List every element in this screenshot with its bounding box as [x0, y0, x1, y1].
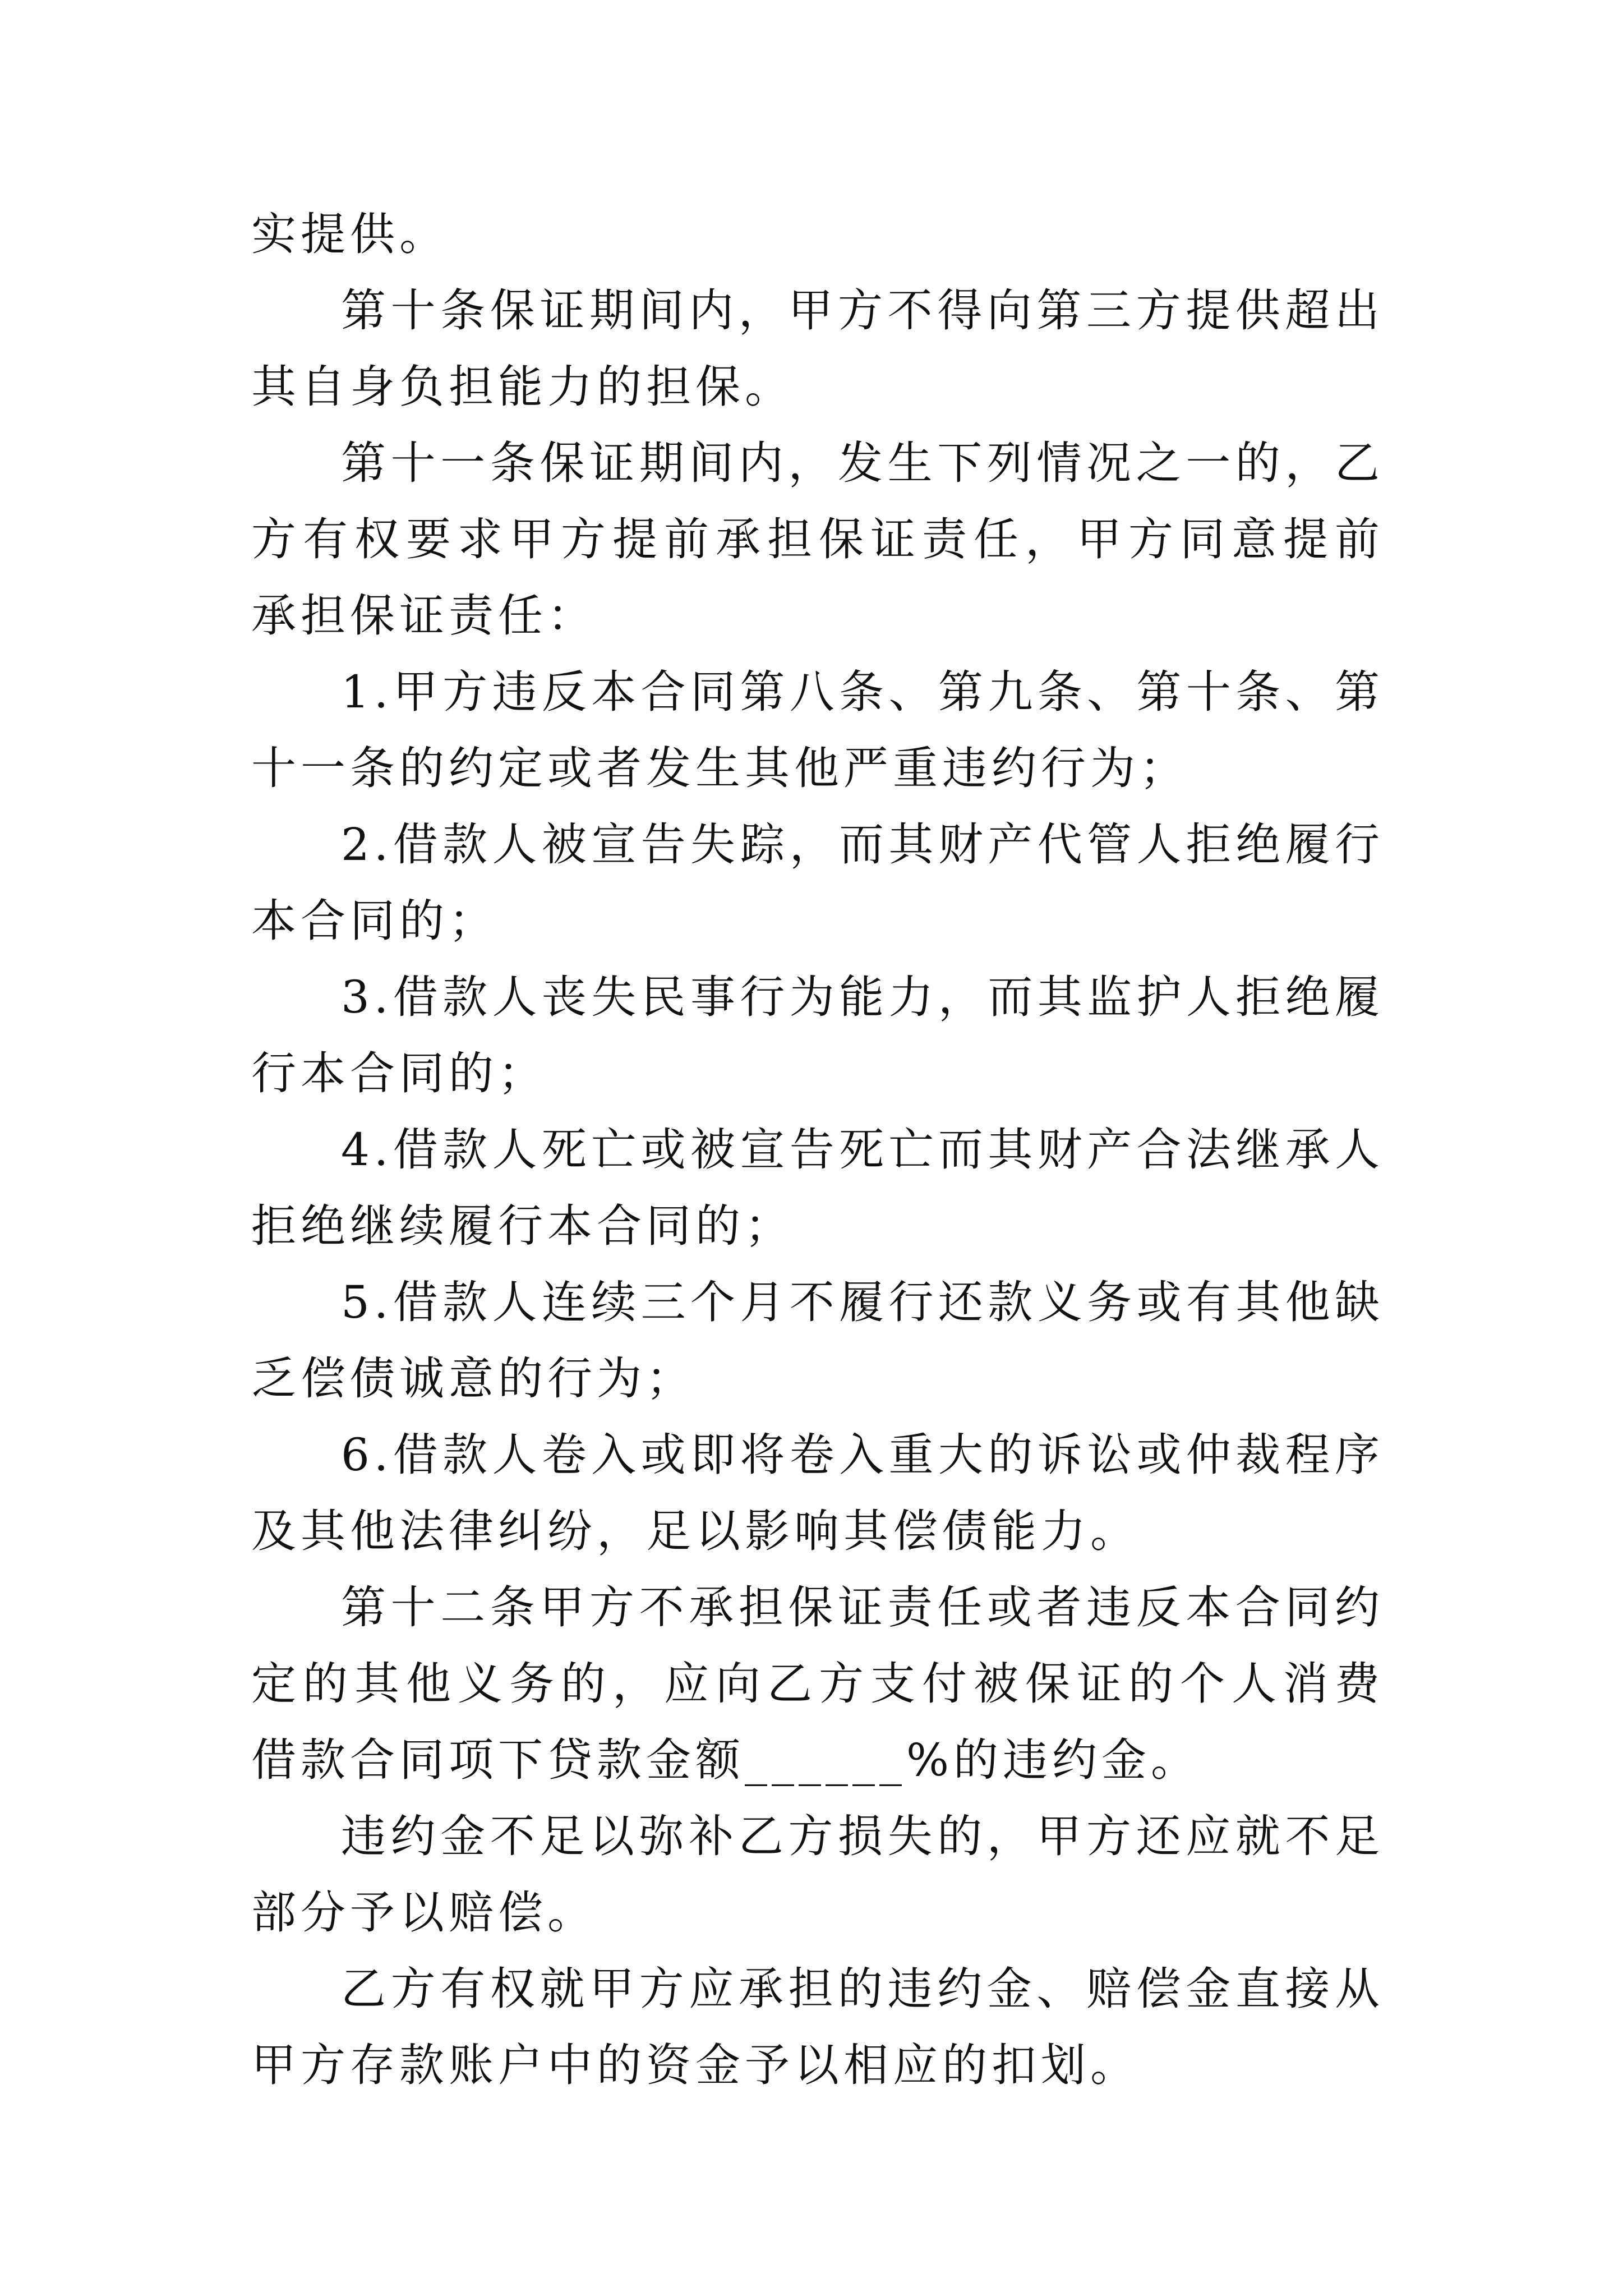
clause-12-paragraph: 第十二条甲方不承担保证责任或者违反本合同约定的其他义务的，应向乙方支付被保证的个人消费借款合同项下贷款金额______%的违约金。 — [251, 1581, 1384, 1786]
list-item-4: 4.借款人死亡或被宣告死亡而其财产合法继承人拒绝继续履行本合同的； — [251, 1124, 1384, 1252]
list-item-2: 2.借款人被宣告失踪，而其财产代管人拒绝履行本合同的； — [251, 818, 1384, 947]
penalty-paragraph: 违约金不足以弥补乙方损失的，甲方还应就不足部分予以赔偿。 — [251, 1810, 1384, 1939]
document-body — [251, 196, 1384, 2104]
list-item-5: 5.借款人连续三个月不履行还款义务或有其他缺乏偿债诚意的行为； — [251, 1276, 1384, 1405]
paragraph-1: 实提供。 — [251, 208, 449, 260]
clause-10-paragraph: 第十条保证期间内，甲方不得向第三方提供超出其自身负担能力的担保。 — [251, 284, 1384, 413]
list-item-1: 1.甲方违反本合同第八条、第九条、第十条、第十一条的约定或者发生其他严重违约行为； — [251, 666, 1384, 794]
deduction-paragraph: 乙方有权就甲方应承担的违约金、赔偿金直接从甲方存款账户中的资金予以相应的扣划。 — [251, 1963, 1384, 2091]
list-item-6: 6.借款人卷入或即将卷入重大的诉讼或仲裁程序及其他法律纠纷，足以影响其偿债能力。 — [251, 1429, 1384, 1557]
clause-11-paragraph: 第十一条保证期间内，发生下列情况之一的，乙方有权要求甲方提前承担保证责任，甲方同意提前承担保证责任： — [251, 437, 1384, 642]
list-item-3: 3.借款人丧失民事行为能力，而其监护人拒绝履行本合同的； — [251, 971, 1384, 1099]
